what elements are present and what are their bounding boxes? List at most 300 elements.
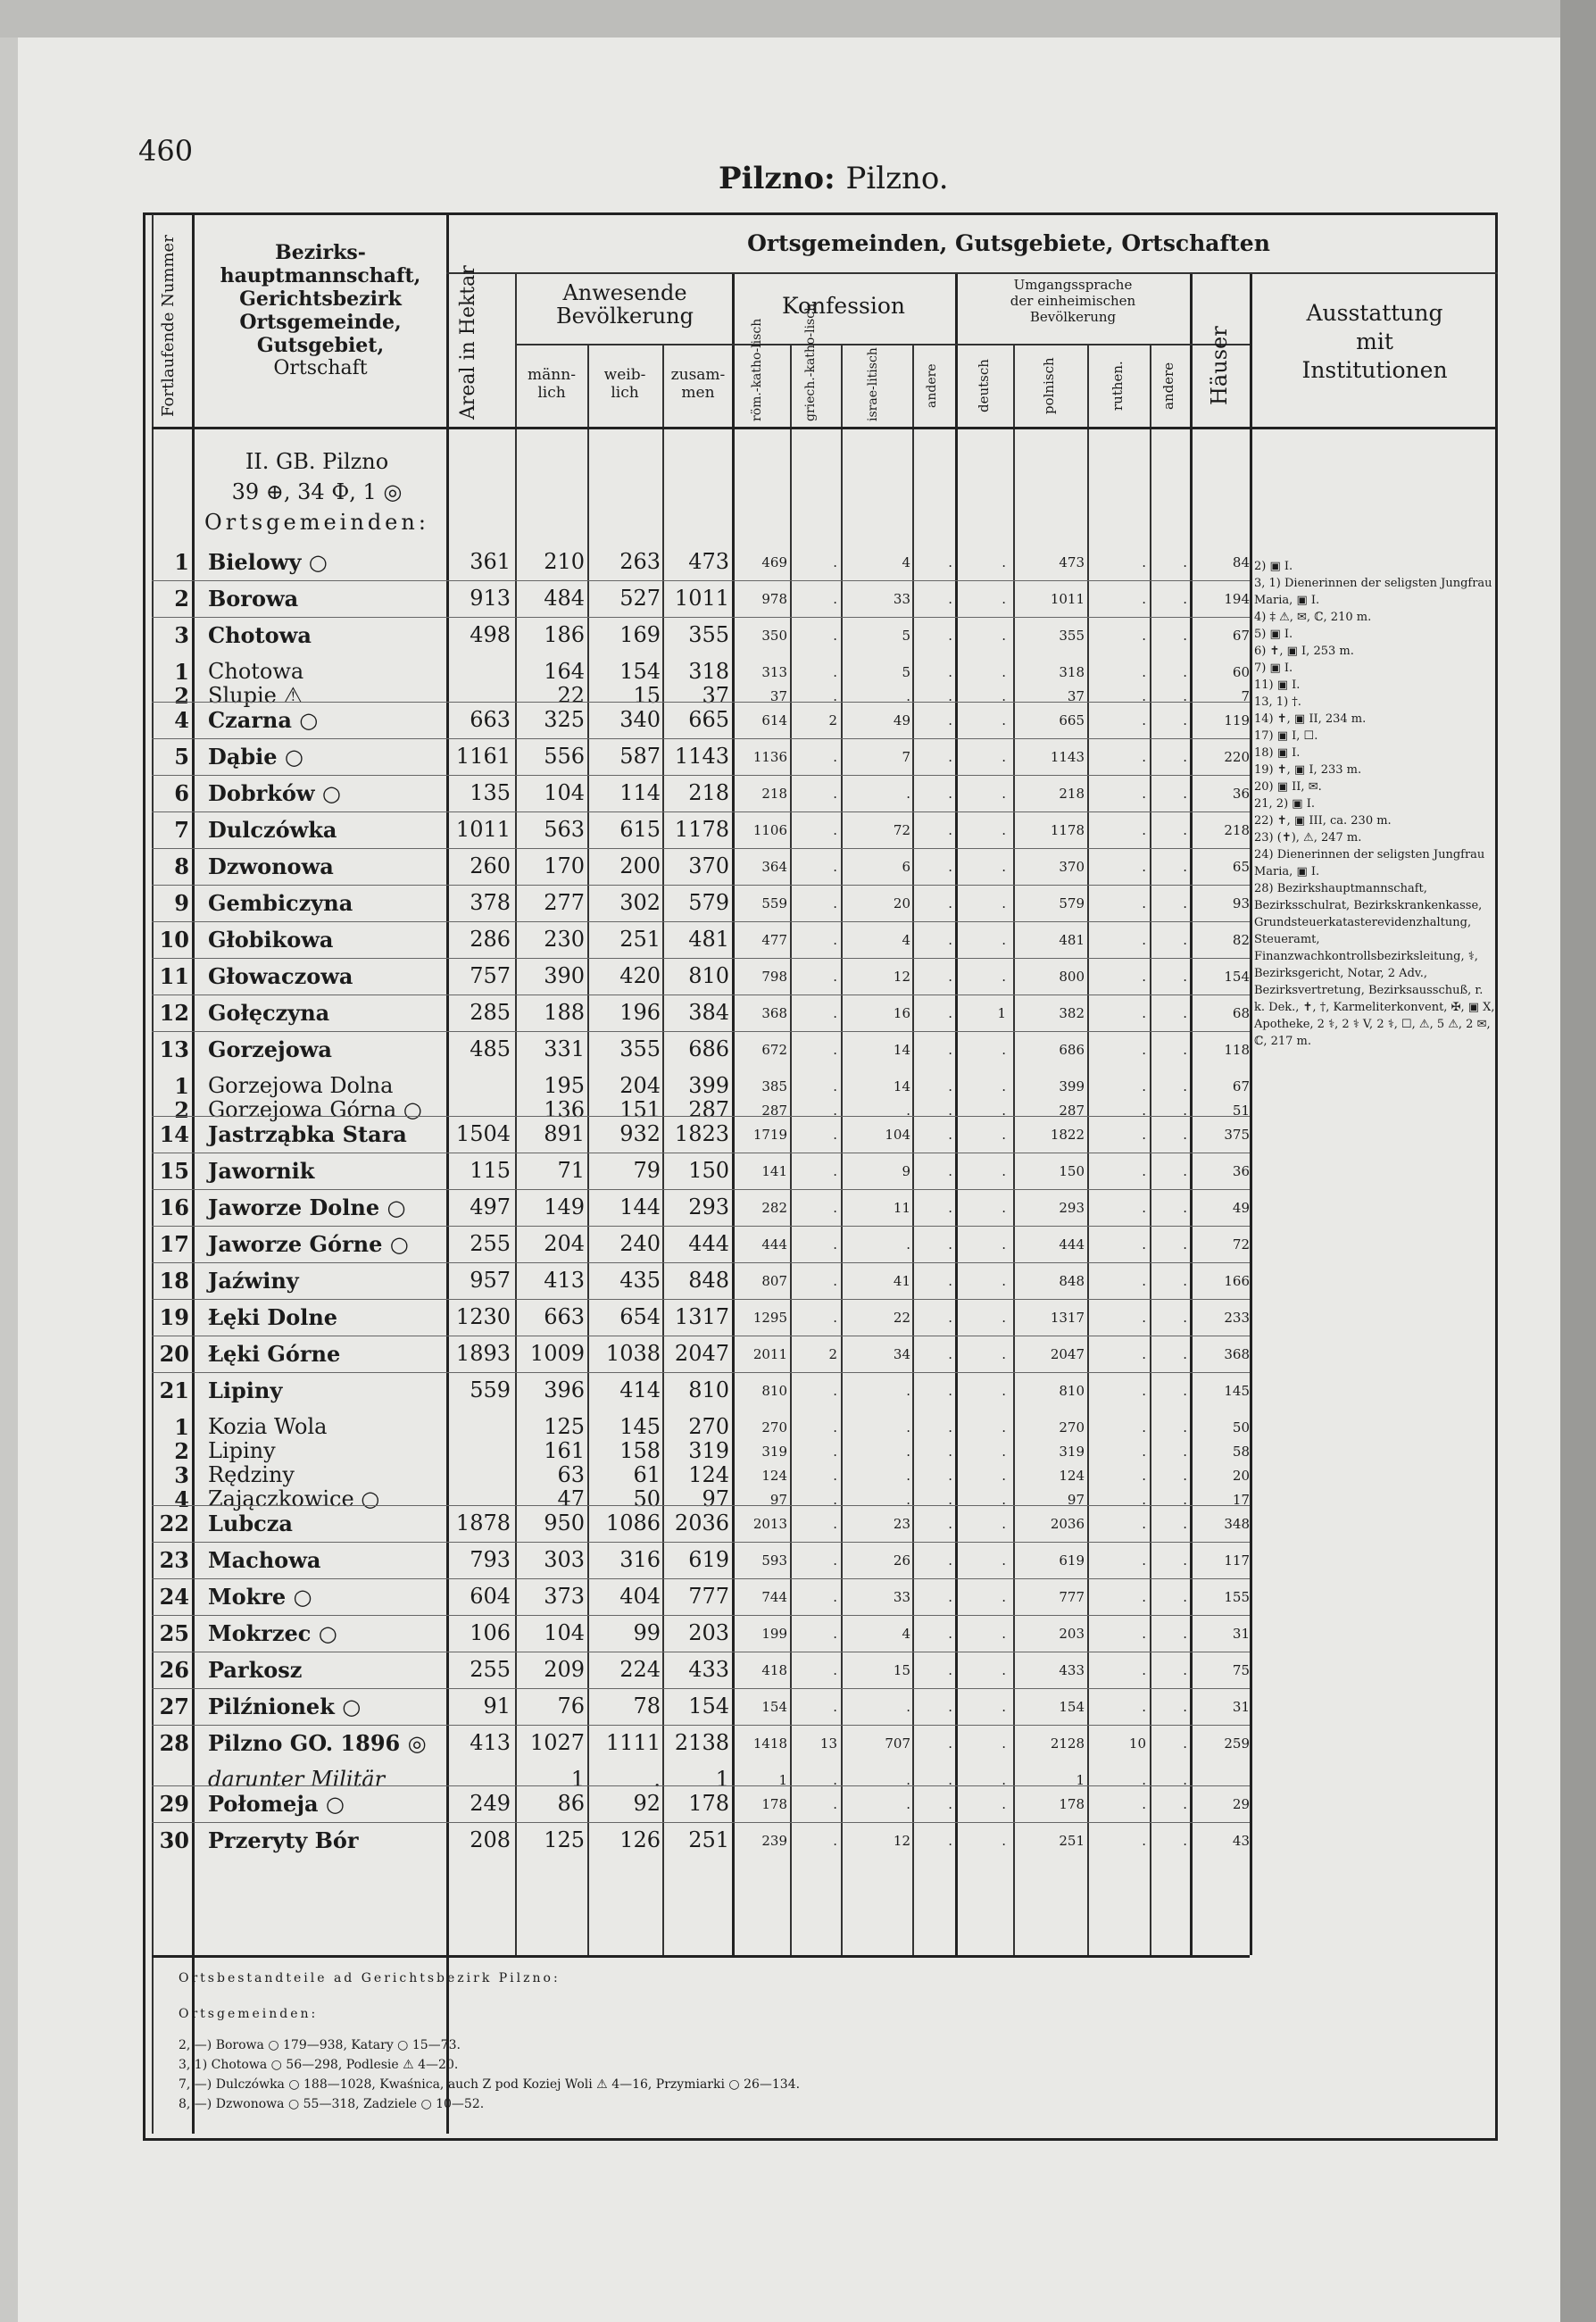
row-rule — [152, 738, 1250, 739]
row-rule — [152, 1822, 1250, 1823]
cell-and: . — [948, 822, 952, 838]
cell-an: . — [1183, 822, 1187, 838]
cell-nr: 24 — [159, 1584, 189, 1610]
cell-m: 1009 — [529, 1341, 585, 1366]
cell-pl: 1011 — [1050, 591, 1085, 607]
row-rule — [152, 1372, 1250, 1373]
cell-rk: 1295 — [752, 1310, 787, 1326]
cell-area: 1161 — [455, 744, 511, 769]
header-district-line: hauptmannschaft, — [220, 264, 421, 287]
cell-gk: . — [833, 859, 837, 875]
row-rule — [152, 775, 1250, 776]
cell-pl: 150 — [1059, 1163, 1085, 1179]
table-row — [0, 1377, 1596, 1413]
cell-de: . — [1002, 1833, 1006, 1849]
cell-m: 556 — [544, 744, 585, 769]
cell-h: 7 — [1241, 688, 1250, 704]
header-pop-line: Bevölkerung — [555, 304, 694, 329]
cell-nr: 9 — [174, 890, 189, 916]
header-pop-line: Anwesende — [562, 280, 687, 305]
note-entry: 23) (✝), ⚠, 247 m. — [1254, 831, 1362, 845]
row-rule — [152, 1505, 1250, 1506]
cell-ru: . — [1142, 1346, 1146, 1362]
cell-h: 29 — [1232, 1796, 1250, 1812]
cell-nr: 1 — [174, 1073, 189, 1099]
cell-de: . — [1002, 712, 1006, 728]
cell-gk: . — [833, 1103, 837, 1119]
cell-de: . — [1002, 749, 1006, 765]
cell-rk: 469 — [761, 554, 787, 570]
cell-rk: 124 — [761, 1468, 787, 1484]
cell-ru: . — [1142, 1163, 1146, 1179]
cell-and: . — [948, 749, 952, 765]
cell-pl: 287 — [1059, 1103, 1085, 1119]
cell-pl: 178 — [1059, 1796, 1085, 1812]
cell-and: . — [948, 786, 952, 802]
cell-rk: 1106 — [752, 822, 787, 838]
cell-m: 950 — [544, 1511, 585, 1536]
cell-and: . — [948, 1127, 952, 1143]
cell-area: 255 — [470, 1657, 511, 1682]
cell-name: Lipiny — [208, 1377, 283, 1403]
cell-name: Gorzejowa — [208, 1036, 332, 1062]
table-row — [0, 1730, 1596, 1766]
cell-de: . — [1002, 1310, 1006, 1326]
cell-ru: . — [1142, 749, 1146, 765]
cell-pl: 1178 — [1050, 822, 1085, 838]
cell-rk: 313 — [761, 664, 787, 680]
row-rule — [152, 958, 1250, 959]
cell-isr: 33 — [893, 1589, 910, 1605]
cell-t: 37 — [702, 683, 729, 708]
cell-and: . — [948, 1796, 952, 1812]
scan-border-top — [0, 0, 1596, 37]
cell-de: 1 — [997, 1005, 1006, 1021]
cell-gk: . — [833, 554, 837, 570]
cell-w: 126 — [619, 1827, 661, 1852]
cell-and: . — [948, 1589, 952, 1605]
cell-de: . — [1002, 1662, 1006, 1678]
cell-de: . — [1002, 688, 1006, 704]
cell-nr: 10 — [159, 927, 189, 953]
cell-de: . — [1002, 664, 1006, 680]
cell-an: . — [1183, 712, 1187, 728]
cell-an: . — [1183, 1346, 1187, 1362]
cell-name: Bielowy ○ — [208, 549, 328, 575]
cell-an: . — [1183, 554, 1187, 570]
page-title — [719, 161, 949, 196]
institution-notes — [1254, 558, 1495, 1050]
cell-m: 373 — [544, 1584, 585, 1609]
note-entry: 11) ▣ I. — [1254, 678, 1301, 692]
cell-t: 473 — [688, 549, 729, 574]
cell-t: 2138 — [674, 1730, 729, 1755]
cell-isr: 26 — [893, 1552, 910, 1569]
cell-an: . — [1183, 1200, 1187, 1216]
cell-t: 384 — [688, 1000, 729, 1025]
cell-nr: 23 — [159, 1547, 189, 1573]
cell-w: 15 — [633, 683, 661, 708]
cell-h: 348 — [1224, 1516, 1250, 1532]
cell-gk: . — [833, 1444, 837, 1460]
cell-m: 563 — [544, 817, 585, 842]
cell-w: 302 — [619, 890, 661, 915]
cell-gk: . — [833, 1552, 837, 1569]
cell-de: . — [1002, 1492, 1006, 1508]
cell-de: . — [1002, 1103, 1006, 1119]
cell-pl: 473 — [1059, 554, 1085, 570]
footer-line: 8, —) Dzwonowa ○ 55—318, Zadziele ○ 10—52. — [179, 2097, 485, 2111]
cell-ru: . — [1142, 1005, 1146, 1021]
cell-area: 1504 — [455, 1121, 511, 1146]
cell-w: 200 — [619, 853, 661, 878]
table-row — [0, 1158, 1596, 1194]
cell-isr: . — [906, 1236, 910, 1253]
cell-de: . — [1002, 1127, 1006, 1143]
header-lang-other: andere — [1160, 362, 1176, 410]
row-rule — [152, 921, 1250, 922]
cell-nr: 30 — [159, 1827, 189, 1853]
cell-de: . — [1002, 1552, 1006, 1569]
cell-rk: 1719 — [752, 1127, 787, 1143]
cell-w: 78 — [633, 1694, 661, 1719]
cell-w: 144 — [619, 1194, 661, 1219]
cell-an: . — [1183, 628, 1187, 644]
cell-and: . — [948, 1200, 952, 1216]
cell-m: 149 — [544, 1194, 585, 1219]
note-entry: 17) ▣ I, ☐. — [1254, 729, 1318, 743]
cell-w: . — [653, 1767, 661, 1792]
cell-h: 20 — [1232, 1468, 1250, 1484]
cell-name: Mokrzec ○ — [208, 1620, 337, 1646]
cell-name: Czarna ○ — [208, 707, 319, 733]
header-pop-title — [536, 281, 714, 328]
header-group-title: Ortsgemeinden, Gutsgebiete, Ortschaften — [747, 230, 1270, 256]
cell-and: . — [948, 859, 952, 875]
cell-h: 36 — [1232, 786, 1250, 802]
header-district-line: Ortsgemeinde, — [239, 311, 402, 334]
cell-t: 154 — [688, 1694, 729, 1719]
cell-area: 757 — [470, 963, 511, 988]
cell-an: . — [1183, 1516, 1187, 1532]
cell-h: 375 — [1224, 1127, 1250, 1143]
cell-name: Dąbie ○ — [208, 744, 303, 770]
cell-and: . — [948, 1516, 952, 1532]
cell-h: 75 — [1232, 1662, 1250, 1678]
cell-t: 124 — [688, 1462, 729, 1487]
table-row — [0, 1231, 1596, 1267]
rule-h — [515, 344, 1250, 345]
header-conf-other: andere — [925, 363, 939, 408]
cell-w: 154 — [619, 659, 661, 684]
cell-nr: 18 — [159, 1268, 189, 1294]
cell-de: . — [1002, 1042, 1006, 1058]
cell-m: 195 — [544, 1073, 585, 1098]
cell-gk: . — [833, 1833, 837, 1849]
cell-isr: 16 — [893, 1005, 910, 1021]
cell-isr: . — [906, 1383, 910, 1399]
cell-pl: 319 — [1059, 1444, 1085, 1460]
cell-an: . — [1183, 1444, 1187, 1460]
cell-w: 404 — [619, 1584, 661, 1609]
cell-name: Parkosz — [208, 1657, 303, 1683]
cell-an: . — [1183, 1078, 1187, 1094]
table-row — [0, 1304, 1596, 1340]
cell-area: 378 — [470, 890, 511, 915]
cell-h: 233 — [1224, 1310, 1250, 1326]
cell-de: . — [1002, 1796, 1006, 1812]
cell-gk: . — [833, 1468, 837, 1484]
cell-rk: 418 — [761, 1662, 787, 1678]
cell-de: . — [1002, 1200, 1006, 1216]
cell-rk: 1 — [778, 1772, 787, 1788]
cell-and: . — [948, 932, 952, 948]
cell-name: Kozia Wola — [208, 1414, 328, 1439]
cell-t: 619 — [688, 1547, 729, 1572]
cell-and: . — [948, 1419, 952, 1436]
cell-an: . — [1183, 786, 1187, 802]
cell-name: Przeryty Bór — [208, 1827, 359, 1853]
cell-gk: . — [833, 1772, 837, 1788]
cell-and: . — [948, 895, 952, 911]
district-symbols: 39 ⊕, 34 Ф, 1 ◎ — [231, 479, 403, 504]
cell-rk: 37 — [769, 688, 787, 704]
cell-m: 86 — [557, 1791, 585, 1816]
cell-pl: 355 — [1059, 628, 1085, 644]
cell-nr: 6 — [174, 780, 189, 806]
cell-pl: 218 — [1059, 786, 1085, 802]
cell-name: Jaworze Dolne ○ — [208, 1194, 406, 1220]
cell-name: Slupie ⚠ — [208, 683, 303, 708]
cell-ru: . — [1142, 554, 1146, 570]
cell-area: 1893 — [455, 1341, 511, 1366]
cell-isr: . — [906, 1468, 910, 1484]
note-entry: 28) Bezirkshauptmannschaft, Bezirksschulrat, Bezirkskrankenkasse, Grundsteuerkatasterevidenzhaltung, Steueramt, Finanzwachkontrollsbezirksleitung, ⚕, Bezirksgericht, Notar, 2 Adv., Bezirksvertretung, Bezirksausschuß, r. k. Dek., ✝, †, Karmeliterkonvent, ✠, ▣ X, Apotheke, 2 ⚕, 2 ⚕ V, 2 ⚕, ☐, ⚠, 5 ⚠, 2 ✉, ℂ, 217 m. — [1254, 882, 1495, 1048]
cell-ru: . — [1142, 1419, 1146, 1436]
cell-h: 166 — [1224, 1273, 1250, 1289]
row-rule — [152, 702, 1250, 703]
cell-m: 22 — [557, 683, 585, 708]
cell-rk: 368 — [761, 1005, 787, 1021]
cell-ru: . — [1142, 1383, 1146, 1399]
page-title-rest: Pilzno. — [845, 161, 949, 196]
cell-rk: 444 — [761, 1236, 787, 1253]
cell-nr: 3 — [174, 622, 189, 648]
cell-w: 435 — [619, 1268, 661, 1293]
cell-nr: 27 — [159, 1694, 189, 1719]
cell-an: . — [1183, 1310, 1187, 1326]
cell-rk: 199 — [761, 1626, 787, 1642]
cell-h: 145 — [1224, 1383, 1250, 1399]
cell-nr: 14 — [159, 1121, 189, 1147]
cell-gk: . — [833, 1516, 837, 1532]
cell-an: . — [1183, 1468, 1187, 1484]
row-rule — [152, 617, 1250, 618]
cell-pl: 810 — [1059, 1383, 1085, 1399]
cell-de: . — [1002, 1444, 1006, 1460]
cell-ru: . — [1142, 1772, 1146, 1788]
cell-t: 579 — [688, 890, 729, 915]
cell-and: . — [948, 1492, 952, 1508]
cell-isr: 34 — [893, 1346, 910, 1362]
footer-line: 3, 1) Chotowa ○ 56—298, Podlesie ⚠ 4—20. — [179, 2058, 459, 2072]
header-district-line: Gerichtsbezirk — [239, 287, 402, 311]
cell-pl: 399 — [1059, 1078, 1085, 1094]
cell-t: 481 — [688, 927, 729, 952]
cell-nr: 28 — [159, 1730, 189, 1756]
cell-pl: 1143 — [1050, 749, 1085, 765]
cell-pl: 270 — [1059, 1419, 1085, 1436]
cell-ru: . — [1142, 786, 1146, 802]
cell-isr: . — [906, 1444, 910, 1460]
cell-name: Gołęczyna — [208, 1000, 330, 1026]
cell-an: . — [1183, 1163, 1187, 1179]
cell-m: 484 — [544, 586, 585, 611]
cell-isr: 23 — [893, 1516, 910, 1532]
cell-rk: 270 — [761, 1419, 787, 1436]
cell-w: 1086 — [605, 1511, 661, 1536]
cell-name: Jastrząbka Stara — [208, 1121, 407, 1147]
cell-m: 396 — [544, 1377, 585, 1402]
table-row — [0, 1791, 1596, 1827]
cell-nr: 5 — [174, 744, 189, 770]
cell-and: . — [948, 1078, 952, 1094]
table-row — [0, 1584, 1596, 1619]
cell-de: . — [1002, 1273, 1006, 1289]
cell-rk: 218 — [761, 786, 787, 802]
cell-pl: 2128 — [1050, 1735, 1085, 1752]
cell-pl: 619 — [1059, 1552, 1085, 1569]
row-rule — [152, 1688, 1250, 1689]
cell-gk: . — [833, 1200, 837, 1216]
cell-ru: . — [1142, 1833, 1146, 1849]
cell-t: 355 — [688, 622, 729, 647]
cell-w: 420 — [619, 963, 661, 988]
cell-nr: 26 — [159, 1657, 189, 1683]
row-rule — [152, 1262, 1250, 1263]
cell-nr: 19 — [159, 1304, 189, 1330]
cell-gk: . — [833, 1626, 837, 1642]
note-entry: 2) ▣ I. — [1254, 560, 1293, 573]
cell-and: . — [948, 1005, 952, 1021]
note-entry: 13, 1) †. — [1254, 695, 1301, 709]
header-conf-isr: israe-litisch — [866, 347, 880, 421]
note-entry: 18) ▣ I. — [1254, 746, 1301, 760]
cell-an: . — [1183, 1626, 1187, 1642]
cell-name: Łęki Górne — [208, 1341, 341, 1367]
header-inst-line: mit — [1356, 329, 1393, 354]
cell-and: . — [948, 1662, 952, 1678]
cell-area: 485 — [470, 1036, 511, 1061]
cell-h: 368 — [1224, 1346, 1250, 1362]
cell-gk: . — [833, 1310, 837, 1326]
cell-h: 82 — [1232, 932, 1250, 948]
cell-area: 285 — [470, 1000, 511, 1025]
cell-m: 136 — [544, 1097, 585, 1122]
cell-isr: . — [906, 1699, 910, 1715]
cell-w: 92 — [633, 1791, 661, 1816]
cell-name: Chotowa — [208, 659, 304, 684]
cell-m: 161 — [544, 1438, 585, 1463]
cell-gk: . — [833, 1796, 837, 1812]
cell-t: 1823 — [674, 1121, 729, 1146]
cell-de: . — [1002, 969, 1006, 985]
cell-gk: . — [833, 932, 837, 948]
cell-t: 370 — [688, 853, 729, 878]
header-district-line: Gutsgebiet, — [256, 334, 385, 357]
cell-pl: 124 — [1059, 1468, 1085, 1484]
cell-m: 76 — [557, 1694, 585, 1719]
cell-name: Borowa — [208, 586, 299, 612]
cell-nr: 4 — [174, 1486, 189, 1512]
cell-an: . — [1183, 895, 1187, 911]
note-entry: 7) ▣ I. — [1254, 662, 1293, 675]
cell-and: . — [948, 1273, 952, 1289]
cell-area: 260 — [470, 853, 511, 878]
cell-an: . — [1183, 1383, 1187, 1399]
cell-nr: 8 — [174, 853, 189, 879]
row-rule — [152, 1578, 1250, 1579]
cell-rk: 385 — [761, 1078, 787, 1094]
header-pop-female: weib- lich — [603, 366, 646, 402]
cell-ru: . — [1142, 1589, 1146, 1605]
cell-an: . — [1183, 1589, 1187, 1605]
cell-rk: 97 — [769, 1492, 787, 1508]
cell-nr: 4 — [174, 707, 189, 733]
cell-h: 67 — [1232, 628, 1250, 644]
cell-de: . — [1002, 1163, 1006, 1179]
cell-area: 255 — [470, 1231, 511, 1256]
cell-h: 68 — [1232, 1005, 1250, 1021]
cell-ru: . — [1142, 1492, 1146, 1508]
table-row — [0, 1511, 1596, 1546]
cell-ru: . — [1142, 1699, 1146, 1715]
cell-t: 218 — [688, 780, 729, 805]
cell-gk: 2 — [828, 712, 837, 728]
cell-h: 67 — [1232, 1078, 1250, 1094]
cell-isr: 4 — [902, 554, 910, 570]
cell-m: 1 — [570, 1767, 585, 1792]
cell-nr: 22 — [159, 1511, 189, 1536]
header-area: Areal in Hektar — [457, 265, 479, 420]
cell-nr: 21 — [159, 1377, 189, 1403]
cell-nr: 2 — [174, 586, 189, 612]
cell-isr: 4 — [902, 932, 910, 948]
cell-h: 118 — [1224, 1042, 1250, 1058]
cell-t: 810 — [688, 963, 729, 988]
cell-w: 932 — [619, 1121, 661, 1146]
cell-w: 587 — [619, 744, 661, 769]
cell-area: 604 — [470, 1584, 511, 1609]
cell-name: Pilźnionek ○ — [208, 1694, 362, 1719]
cell-an: . — [1183, 1552, 1187, 1569]
cell-de: . — [1002, 628, 1006, 644]
cell-nr: 29 — [159, 1791, 189, 1817]
cell-m: 188 — [544, 1000, 585, 1025]
table-row — [0, 1547, 1596, 1583]
cell-de: . — [1002, 932, 1006, 948]
cell-and: . — [948, 1735, 952, 1752]
cell-ru: . — [1142, 822, 1146, 838]
cell-rk: 239 — [761, 1833, 787, 1849]
cell-w: 145 — [619, 1414, 661, 1439]
cell-t: 287 — [688, 1097, 729, 1122]
cell-m: 47 — [557, 1486, 585, 1511]
cell-pl: 37 — [1067, 688, 1085, 704]
cell-de: . — [1002, 1078, 1006, 1094]
cell-and: . — [948, 1236, 952, 1253]
header-district-line: Bezirks- — [275, 241, 366, 264]
